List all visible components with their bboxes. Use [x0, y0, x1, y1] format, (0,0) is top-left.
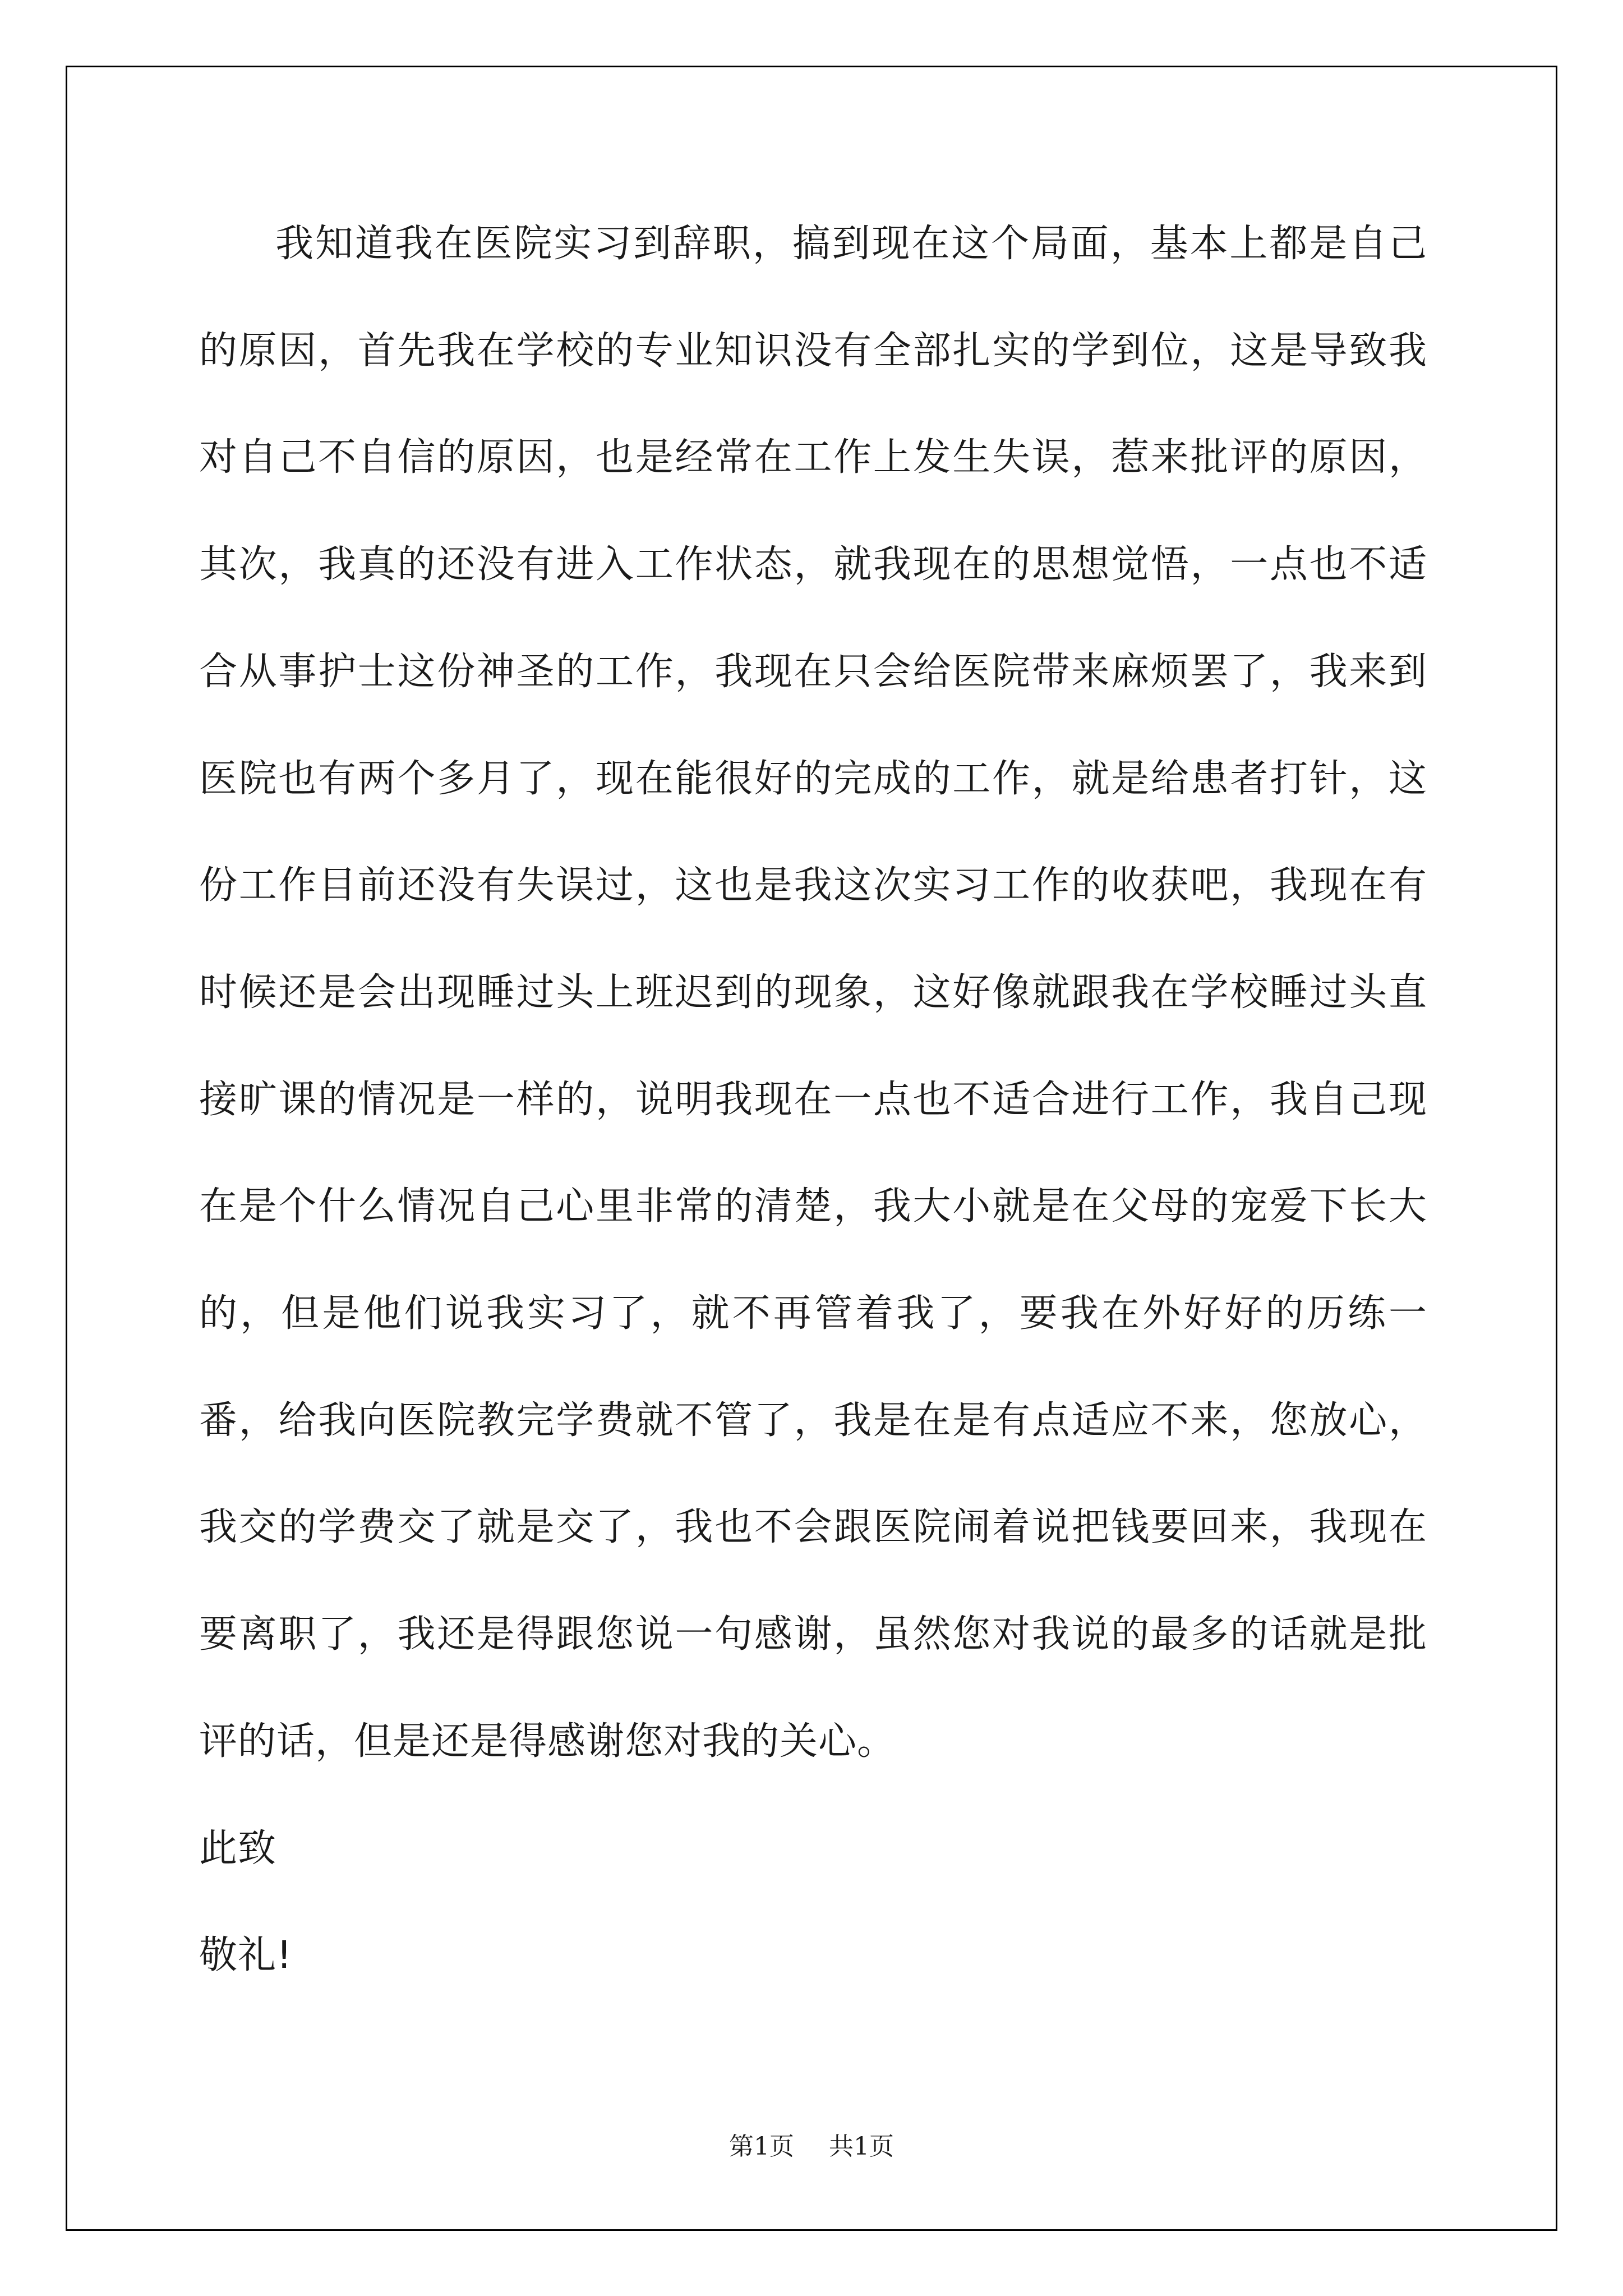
- closing-salutation: 此致: [199, 1826, 277, 1871]
- letter-paragraph: 我知道我在医院实习到辞职，搞到现在这个局面，基本上都是自己的原因，首先我在学校的专业知识没有全部扎实的学到位，这是导致我对自己不自信的原因，也是经常在工作上发生失误，惹来批评的原因，其次，我真的还没有进入工作状态，就我现在的思想觉悟，一点也不适合从事护士这份神圣的工作，我现在只会给医院带来麻烦罢了，我来到医院也有两个多月了，现在能很好的完成的工作，就是给患者打针，这份工作目前还没有失误过，这也是我这次实习工作的收获吧，我现在有时候还是会出现睡过头上班迟到的现象，这好像就跟我在学校睡过头直接旷课的情况是一样的，说明我现在一点也不适合进行工作，我自己现在是个什么情况自己心里非常的清楚，我大小就是在父母的宠爱下长大的，但是他们说我实习了，就不再管着我了，要我在外好好的历练一番，给我向医院教完学费就不管了，我是在是有点适应不来，您放心，我交的学费交了就是交了，我也不会跟医院闹着说把钱要回来，我现在要离职了，我还是得跟您说一句感谢，虽然您对我说的最多的话就是批评的话，但是还是得感谢您对我的关心。: [199, 222, 1427, 1764]
- closing-regards: 敬礼!: [199, 1933, 293, 1978]
- page-footer: [0, 2126, 1623, 2162]
- page-number: 第1页: [729, 2132, 794, 2161]
- page-count: 共1页: [829, 2132, 894, 2161]
- document-body: [199, 191, 1427, 2009]
